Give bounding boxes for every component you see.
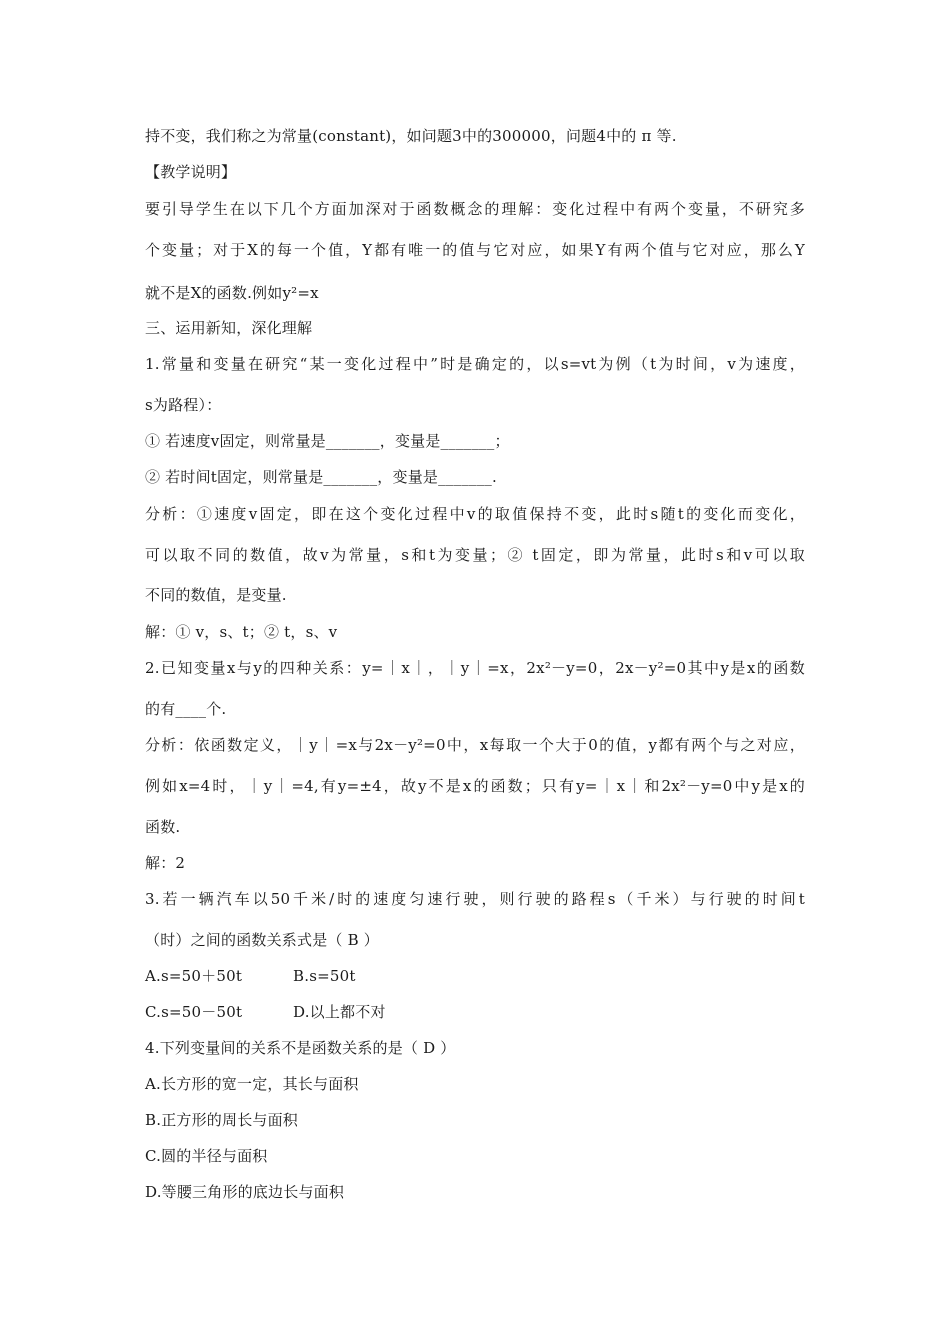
question-3-option-a: A.s=50＋50t <box>145 967 243 985</box>
section-heading-teaching-note: 【教学说明】 <box>145 163 237 181</box>
question-3-option-b: B.s=50t <box>293 967 356 985</box>
text-line-teaching-note-1: 要引导学生在以下几个方面加深对于函数概念的理解：变化过程中有两个变量，不研究多 <box>145 200 805 218</box>
question-4-option-d: D.等腰三角形的底边长与面积 <box>145 1183 345 1201</box>
question-3-stem-1: 3.若一辆汽车以50千米/时的速度匀速行驶，则行驶的路程s（千米）与行驶的时间t <box>145 890 805 908</box>
question-2-analysis-2: 例如x=4时，｜y｜=4,有y=±4，故y不是x的函数；只有y=｜x｜和2x²－y=0中y是x的 <box>145 777 805 795</box>
question-3-option-d: D.以上都不对 <box>293 1003 386 1021</box>
question-2-answer: 解：2 <box>145 854 186 872</box>
question-4-option-c: C.圆的半径与面积 <box>145 1147 268 1165</box>
question-2-analysis-1: 分析：依函数定义，｜y｜=x与2x－y²=0中，x每取一个大于0的值，y都有两个与之对应， <box>145 736 805 754</box>
question-2-analysis-3: 函数. <box>145 818 181 836</box>
question-3-stem-2: （时）之间的函数关系式是（ B ） <box>145 931 379 949</box>
section-heading-apply: 三、运用新知，深化理解 <box>145 319 313 337</box>
text-line-continuation: 持不变，我们称之为常量(constant)，如问题3中的300000，问题4中的 π 等. <box>145 127 677 145</box>
question-4-option-b: B.正方形的周长与面积 <box>145 1111 298 1129</box>
text-line-teaching-note-2: 个变量；对于X的每一个值，Y都有唯一的值与它对应，如果Y有两个值与它对应，那么Y <box>145 241 805 259</box>
question-3-option-c: C.s=50－50t <box>145 1003 243 1021</box>
question-1-analysis-1: 分析：①速度v固定，即在这个变化过程中v的取值保持不变，此时s随t的变化而变化， <box>145 505 805 523</box>
question-1-stem-2: s为路程）： <box>145 396 222 414</box>
question-1-answer: 解：① v，s、t；② t，s、v <box>145 623 338 641</box>
question-4-stem: 4.下列变量间的关系不是函数关系的是（ D ） <box>145 1039 456 1057</box>
question-1-part-2: ② 若时间t固定，则常量是_______，变量是_______. <box>145 468 497 486</box>
question-2-stem-2: 的有____个. <box>145 700 227 718</box>
question-1-analysis-3: 不同的数值，是变量. <box>145 586 287 604</box>
question-4-option-a: A.长方形的宽一定，其长与面积 <box>145 1075 359 1093</box>
question-1-stem-1: 1.常量和变量在研究“某一变化过程中”时是确定的，以s=vt为例（t为时间，v为速度， <box>145 355 805 373</box>
text-line-teaching-note-3: 就不是X的函数.例如y²=x <box>145 284 319 302</box>
question-2-stem-1: 2.已知变量x与y的四种关系：y=｜x｜，｜y｜=x，2x²－y=0，2x－y²=0其中y是x的函数 <box>145 659 805 677</box>
question-3-options-row-2 <box>145 1002 386 1022</box>
question-1-part-1: ① 若速度v固定，则常量是_______，变量是_______； <box>145 432 510 450</box>
question-1-analysis-2: 可以取不同的数值，故v为常量，s和t为变量；② t固定，即为常量，此时s和v可以取 <box>145 546 805 564</box>
question-3-options-row-1 <box>145 966 356 986</box>
